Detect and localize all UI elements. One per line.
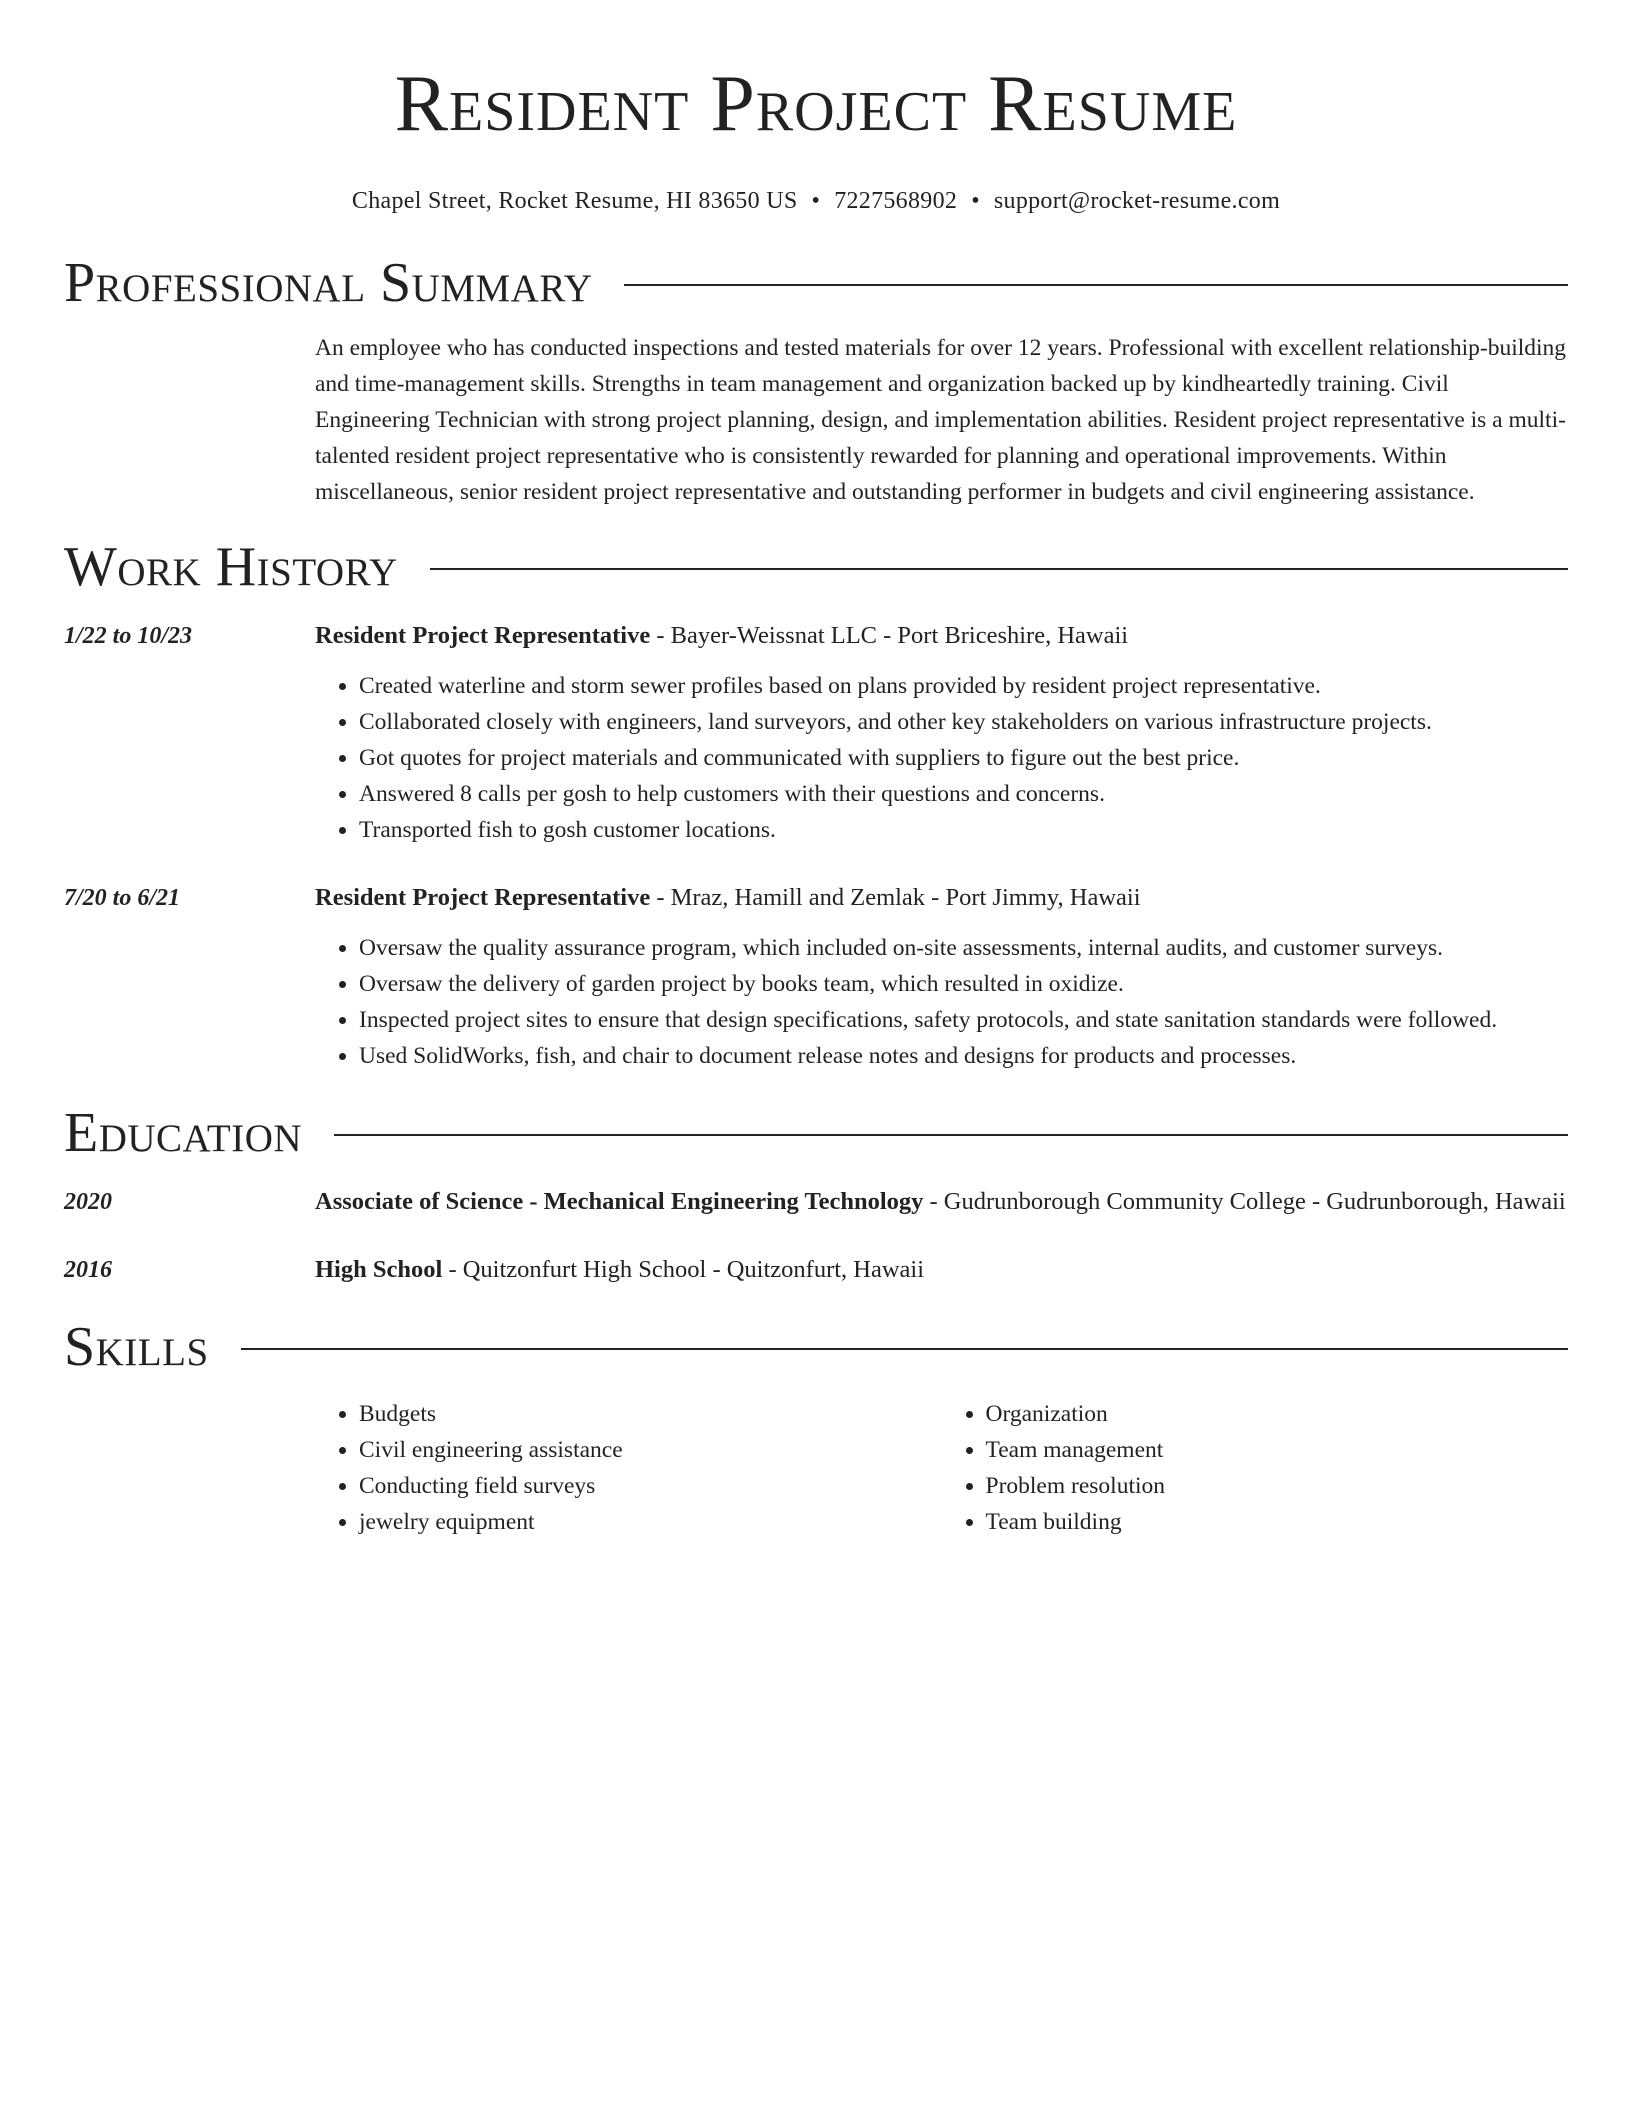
section-divider — [241, 1348, 1568, 1350]
summary-section-header — [64, 250, 1568, 316]
education-entry — [64, 1250, 1568, 1290]
job-entry — [64, 878, 1568, 1074]
list-item: • Civil engineering assistance — [359, 1432, 942, 1468]
contact-line — [64, 186, 1568, 216]
section-divider — [624, 284, 1568, 286]
list-item: • Used SolidWorks, fish, and chair to document release notes and designs for products and processes. — [359, 1038, 1568, 1074]
list-item: • Budgets — [359, 1396, 942, 1432]
education-year: 2016 — [64, 1257, 112, 1283]
education-entry — [64, 1182, 1568, 1222]
job-dates: 1/22 to 10/23 — [64, 623, 193, 649]
contact-address: Chapel Street, Rocket Resume, HI 83650 US — [351, 188, 798, 214]
skills-heading: Skills — [64, 1316, 209, 1378]
education-title-line — [315, 1182, 1568, 1222]
summary-heading: Professional Summary — [64, 252, 593, 314]
list-item: • Problem resolution — [986, 1468, 1569, 1504]
summary-row — [64, 330, 1568, 510]
list-item: • Got quotes for project materials and communicated with suppliers to figure out the best price. — [359, 740, 1568, 776]
contact-phone: 7227568902 — [834, 188, 958, 214]
list-item: • Oversaw the delivery of garden project by books team, which resulted in oxidize. — [359, 966, 1568, 1002]
skills-list-right — [942, 1396, 1569, 1540]
job-dates: 7/20 to 6/21 — [64, 885, 181, 911]
list-item: • Team building — [986, 1504, 1569, 1540]
education-title-line — [315, 1250, 1568, 1290]
education-details: - Gudrunborough Community College - Gudrunborough, Hawaii — [923, 1188, 1566, 1215]
work-section-header — [64, 534, 1568, 600]
list-item: • Transported fish to gosh customer locations. — [359, 812, 1568, 848]
list-item: • Inspected project sites to ensure that design specifications, safety protocols, and state sanitation standards were followed. — [359, 1002, 1568, 1038]
job-bullets — [315, 930, 1568, 1074]
education-degree: Associate of Science - Mechanical Engineering Technology — [315, 1188, 924, 1215]
job-bullets — [315, 668, 1568, 848]
job-details: - Bayer-Weissnat LLC - Port Briceshire, Hawaii — [650, 622, 1129, 649]
list-item: • Oversaw the quality assurance program, which included on-site assessments, internal audits, and customer surveys. — [359, 930, 1568, 966]
list-item: • jewelry equipment — [359, 1504, 942, 1540]
contact-email: support@rocket-resume.com — [993, 188, 1281, 214]
job-entry — [64, 616, 1568, 848]
job-title: Resident Project Representative — [315, 884, 651, 911]
education-year: 2020 — [64, 1189, 112, 1215]
job-title-line — [315, 616, 1568, 656]
skills-columns — [315, 1396, 1568, 1540]
education-heading: Education — [64, 1102, 303, 1164]
list-item: • Team management — [986, 1432, 1569, 1468]
job-details: - Mraz, Hamill and Zemlak - Port Jimmy, Hawaii — [650, 884, 1141, 911]
list-item: • Created waterline and storm sewer profiles based on plans provided by resident project representative. — [359, 668, 1568, 704]
contact-separator: • — [811, 188, 821, 214]
skills-list-left — [315, 1396, 942, 1540]
summary-spacer — [64, 330, 315, 510]
education-details: - Quitzonfurt High School - Quitzonfurt, Hawaii — [442, 1256, 925, 1283]
contact-separator: • — [971, 188, 980, 214]
section-divider — [334, 1134, 1568, 1136]
summary-text: An employee who has conducted inspections and tested materials for over 12 years. Professional with excellent relationship-building and time-management skills. Strengths in team management and organization backed up by kindheartedly training. Civil Engineering Technician with strong project planning, design, and implementation abilities. Resident project representative is a multi-talented resident project representative who is consistently rewarded for planning and operational improvements. Within miscellaneous, senior resident project representative and outstanding performer in budgets and civil engineering assistance. — [315, 335, 1567, 505]
section-divider — [430, 568, 1568, 570]
job-title: Resident Project Representative — [315, 622, 651, 649]
job-title-line — [315, 878, 1568, 918]
list-item: • Collaborated closely with engineers, land surveyors, and other key stakeholders on various infrastructure projects. — [359, 704, 1568, 740]
list-item: • Conducting field surveys — [359, 1468, 942, 1504]
education-section-header — [64, 1100, 1568, 1166]
work-heading: Work History — [64, 536, 398, 598]
list-item: • Answered 8 calls per gosh to help customers with their questions and concerns. — [359, 776, 1568, 812]
education-degree: High School — [315, 1256, 443, 1283]
skills-spacer — [64, 1396, 315, 1540]
skills-section-header — [64, 1314, 1568, 1380]
resume-title: Resident Project Resume — [394, 60, 1238, 148]
skills-row — [64, 1396, 1568, 1540]
list-item: • Organization — [986, 1396, 1569, 1432]
